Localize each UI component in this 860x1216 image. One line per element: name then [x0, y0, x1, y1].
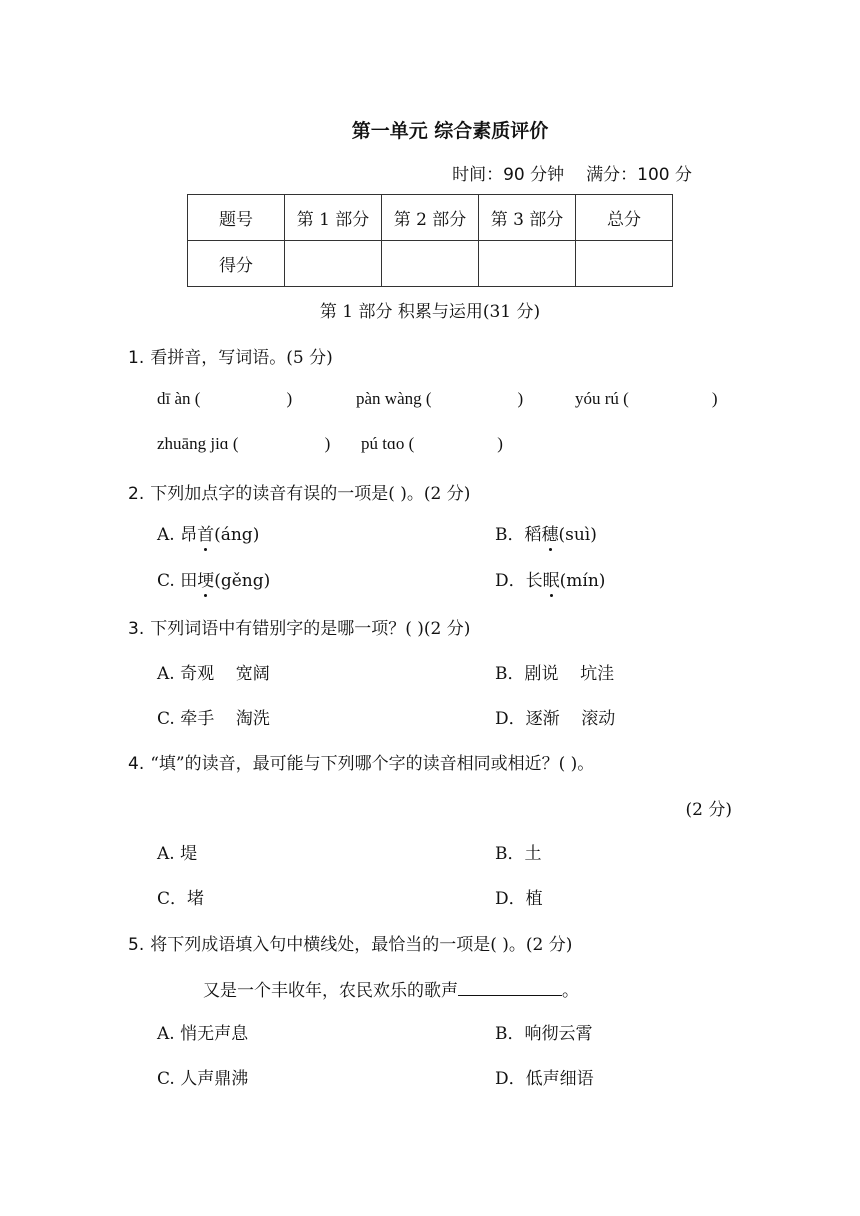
question-number: 1. [128, 348, 145, 368]
question-2 [128, 479, 470, 504]
question-number: 5. [128, 935, 145, 955]
dotted-char: 眠 [543, 566, 560, 591]
pinyin-item: pú tɑo ( ) [361, 434, 503, 453]
score-table-header: 第 3 部分 [479, 195, 576, 241]
option-c[interactable]: C. 田埂(gěng) [157, 566, 270, 591]
score-cell-part1[interactable] [285, 241, 382, 287]
option-a[interactable]: A. 昂首(áng) [157, 520, 259, 545]
option-c[interactable]: C. 人声鼎沸 [157, 1069, 249, 1089]
option-b[interactable]: B．稻穗(suì) [495, 520, 597, 545]
option-b[interactable]: B．响彻云霄 [495, 1024, 593, 1044]
pinyin-item: yóu rú ( ) [575, 389, 718, 408]
question-points: (2 分) [685, 800, 732, 820]
question-number: 3. [128, 619, 145, 639]
pinyin-item: pàn wàng ( ) [356, 389, 524, 408]
option-d[interactable]: D．长眠(mín) [495, 566, 605, 591]
section-title: 第 1 部分 积累与运用(31 分) [319, 302, 541, 322]
pinyin-item: dī àn ( ) [157, 389, 293, 408]
score-table-header-row [188, 195, 673, 241]
score-cell-part3[interactable] [479, 241, 576, 287]
question-text: 下列加点字的读音有误的一项是( )。(2 分) [150, 484, 471, 504]
question-3 [128, 614, 470, 639]
option-a[interactable]: A. 悄无声息 [157, 1024, 249, 1044]
page-title: 第一单元 综合素质评价 [351, 120, 549, 142]
question-text: 看拼音，写词语。(5 分) [150, 348, 333, 368]
dotted-char: 首 [197, 520, 214, 545]
full-score: 满分：100 分 [586, 165, 692, 185]
score-table-header: 第 1 部分 [285, 195, 382, 241]
score-cell-part2[interactable] [382, 241, 479, 287]
fill-sentence: 又是一个丰收年，农民欢乐的歌声 。 [203, 981, 579, 1001]
option-d[interactable]: D．低声细语 [495, 1069, 594, 1089]
question-text: 下列词语中有错别字的是哪一项？( )(2 分) [150, 619, 471, 639]
question-4 [128, 749, 594, 774]
score-table-header: 总分 [576, 195, 673, 241]
option-d[interactable]: D．植 [495, 889, 543, 909]
score-cell-total[interactable] [576, 241, 673, 287]
score-table-score-row [188, 241, 673, 287]
score-table [187, 194, 673, 287]
question-5 [128, 930, 572, 955]
option-b[interactable]: B．剧说 坑洼 [495, 664, 615, 684]
question-number: 4. [128, 754, 145, 774]
score-table-header: 第 2 部分 [382, 195, 479, 241]
question-number: 2. [128, 484, 145, 504]
exam-meta [452, 160, 692, 185]
score-table-header: 题号 [188, 195, 285, 241]
question-1 [128, 343, 333, 368]
option-a[interactable]: A. 堤 [157, 844, 198, 864]
pinyin-item: zhuāng jiɑ ( ) [157, 434, 331, 453]
fill-blank[interactable] [458, 979, 562, 996]
time-limit: 时间：90 分钟 [452, 165, 565, 185]
question-text: 将下列成语填入句中横线处，最恰当的一项是( )。(2 分) [150, 935, 573, 955]
option-d[interactable]: D．逐渐 滚动 [495, 709, 616, 729]
option-c[interactable]: C. 牵手 淘洗 [157, 709, 270, 729]
dotted-char: 穗 [542, 520, 559, 545]
option-a[interactable]: A. 奇观 宽阔 [157, 664, 270, 684]
option-c[interactable]: C．堵 [157, 889, 205, 909]
score-row-label: 得分 [188, 241, 285, 287]
option-b[interactable]: B．土 [495, 844, 542, 864]
question-text: “填”的读音，最可能与下列哪个字的读音相同或相近？( )。 [150, 754, 595, 774]
dotted-char: 埂 [197, 566, 214, 591]
